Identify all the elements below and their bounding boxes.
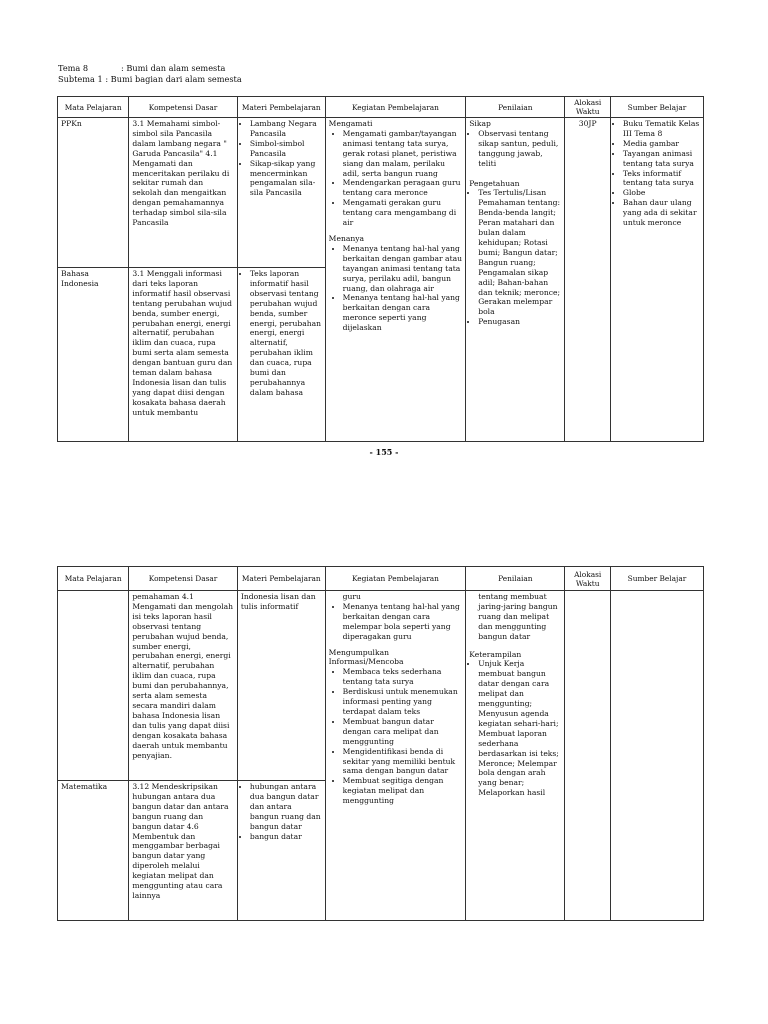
list-item: • Menanya tentang hal-hal yang berkaitan dengan cara meronce seperti yang dijelaskan <box>343 293 463 333</box>
list-item: • Sikap-sikap yang mencerminkan pengamalan sila-sila Pancasila <box>250 159 322 199</box>
materi-cell <box>237 781 325 921</box>
list-item: • Membaca teks sederhana tentang tata surya <box>343 667 463 687</box>
table-header-row <box>58 97 704 118</box>
col-header: Sumber Belajar <box>610 97 703 118</box>
section-label: Pengetahuan <box>469 178 520 188</box>
kd-cell: 3.1 Menggali informasi dari teks laporan informatif hasil observasi tentang perubahan wujud benda, sumber energi, perubahan energi, energi alternatif, perubahan iklim dan cuaca, rupa bumi serta alam semesta dengan bantuan guru dan teman dalam bahasa Indonesia lisan dan tulis yang dapat diisi dengan kosakata bahasa daerah untuk membantu <box>129 268 238 442</box>
list-item: • Buku Tematik Kelas III Tema 8 <box>623 119 700 139</box>
col-header: Sumber Belajar <box>610 567 703 591</box>
col-header: Alokasi Waktu <box>565 97 610 118</box>
kd-cell: 3.1 Memahami simbol-simbol sila Pancasila dalam lambang negara " Garuda Pancasila" 4.1 Mengamati dan menceritakan perilaku di sekitar rumah dan sekolah dan mengaitkan dengan pemahamannya terhadap simbol sila-sila Pancasila <box>129 118 238 268</box>
list-item: • Lambang Negara Pancasila <box>250 119 322 139</box>
penilaian-cell <box>466 118 565 442</box>
materi-cell <box>237 268 325 442</box>
kegiatan-cell <box>325 591 466 921</box>
col-header: Kompetensi Dasar <box>129 97 238 118</box>
kd-cell: pemahaman 4.1 Mengamati dan mengolah isi teks laporan hasil observasi tentang perubahan wujud benda, sumber energi, perubahan energi, energi alternatif, perubahan iklim dan cuaca, rupa bumi dan perubahannya, serta alam semesta secara mandiri dalam bahasa Indonesia lisan dan tulis yang dapat diisi dengan kosakata bahasa daerah untuk membantu penyajian. <box>129 591 238 781</box>
tema-value: : Bumi dan alam semesta <box>121 63 226 73</box>
subject-cell: PPKn <box>58 118 129 268</box>
subject-cell: Bahasa Indonesia <box>58 268 129 442</box>
header-tema <box>58 63 226 73</box>
col-header: Materi Pembelajaran <box>237 567 325 591</box>
section-label: Mengumpulkan Informasi/Mencoba <box>328 647 404 667</box>
alokasi-cell: 30JP <box>565 118 610 442</box>
sumber-cell <box>610 591 703 921</box>
list-item: • Unjuk Kerja membuat bangun datar dengan cara melipat dan menggunting; Menyusun agenda kegiatan sehari-hari; Membuat laporan sederhana berdasarkan isi teks; Meronce; Melempar bola dengan arah yang benar; Melaporkan hasil <box>478 659 561 798</box>
section-label: Keterampilan <box>469 649 522 659</box>
tema-label: Tema 8 <box>58 63 89 73</box>
rpp-table-page1 <box>57 96 704 442</box>
col-header: Kegiatan Pembelajaran <box>325 97 466 118</box>
subject-cell: Matematika <box>58 781 129 921</box>
table-header-row <box>58 567 704 591</box>
col-header: Materi Pembelajaran <box>237 97 325 118</box>
materi-cell <box>237 118 325 268</box>
list-item: • Menanya tentang hal-hal yang berkaitan dengan cara melempar bola seperti yang diperagakan guru <box>343 602 463 642</box>
subject-cell <box>58 591 129 781</box>
col-header: Kompetensi Dasar <box>129 567 238 591</box>
list-item: • Observasi tentang sikap santun, peduli, tanggung jawab, teliti <box>478 129 561 169</box>
list-item: • Globe <box>623 188 700 198</box>
table-row <box>58 591 704 781</box>
list-item: • Membuat segitiga dengan kegiatan melipat dan menggunting <box>343 776 463 806</box>
list-item: • Membuat bangun datar dengan cara melipat dan menggunting <box>343 717 463 747</box>
header-subtema: Subtema 1 : Bumi bagian dari alam semesta <box>58 74 242 84</box>
list-item: • Simbol-simbol Pancasila <box>250 139 322 159</box>
list-item: • Mendengarkan peragaan guru tentang cara meronce <box>343 178 463 198</box>
col-header: Mata Pelajaran <box>58 97 129 118</box>
list-item: • Tayangan animasi tentang tata surya <box>623 149 700 169</box>
list-item: • Mengamati gerakan guru tentang cara mengambang di air <box>343 198 463 228</box>
col-header: Penilaian <box>466 567 565 591</box>
list-item: • Media gambar <box>623 139 700 149</box>
list-item: • Penugasan <box>478 317 561 327</box>
col-header: Penilaian <box>466 97 565 118</box>
list-item: • Teks laporan informatif hasil observasi tentang perubahan wujud benda, sumber energi, perubahan energi, energi alternatif, perubahan iklim dan cuaca, rupa bumi dan perubahannya dalam bahasa <box>250 269 322 398</box>
list-item: • Teks informatif tentang tata surya <box>623 169 700 189</box>
col-header: Mata Pelajaran <box>58 567 129 591</box>
materi-cell: Indonesia lisan dan tulis informatif <box>237 591 325 781</box>
page-number: - 155 - <box>369 447 399 457</box>
kd-cell: 3.12 Mendeskripsikan hubungan antara dua bangun datar dan antara bangun ruang dan bangun datar 4.6 Membentuk dan menggambar berbagai bangun datar yang diperoleh melalui kegiatan melipat dan menggunting atau cara lainnya <box>129 781 238 921</box>
col-header: Alokasi Waktu <box>565 567 610 591</box>
section-label: Mengamati <box>328 119 373 128</box>
alokasi-cell <box>565 591 610 921</box>
list-item: • hubungan antara dua bangun datar dan antara bangun ruang dan bangun datar <box>250 782 322 832</box>
list-item: • Bahan daur ulang yang ada di sekitar untuk meronce <box>623 198 700 228</box>
list-item: • Berdiskusi untuk menemukan informasi penting yang terdapat dalam teks <box>343 687 463 717</box>
kegiatan-cell <box>325 118 466 442</box>
lead-text: tentang membuat jaring-jaring bangun ruang dan melipat dan menggunting bangun datar <box>478 592 558 641</box>
list-item: • bangun datar <box>250 832 322 842</box>
table-row <box>58 118 704 268</box>
col-header: Kegiatan Pembelajaran <box>325 567 466 591</box>
list-item: • Mengamati gambar/tayangan animasi tentang tata surya, gerak rotasi planet, peristiwa siang dan malam, perilaku adil, serta bangun ruang <box>343 129 463 179</box>
penilaian-cell <box>466 591 565 921</box>
sumber-cell <box>610 118 703 442</box>
rpp-table-page2 <box>57 566 704 921</box>
list-item: • Tes Tertulis/Lisan Pemahaman tentang: Benda-benda langit; Peran matahari dan bulan dalam kehidupan; Rotasi bumi; Bangun datar; Bangun ruang; Pengamalan sikap adil; Bahan-bahan dan teknik; meronce; Gerakan melempar bola <box>478 188 561 317</box>
list-item: • Mengidentifikasi benda di sekitar yang memiliki bentuk sama dengan bangun datar <box>343 747 463 777</box>
list-item: • Menanya tentang hal-hal yang berkaitan dengan gambar atau tayangan animasi tentang tata surya, perilaku adil, bangun ruang, dan olahraga air <box>343 244 463 294</box>
section-label: Sikap <box>469 119 491 128</box>
section-label: Menanya <box>328 233 365 243</box>
lead-text: guru <box>342 592 361 601</box>
